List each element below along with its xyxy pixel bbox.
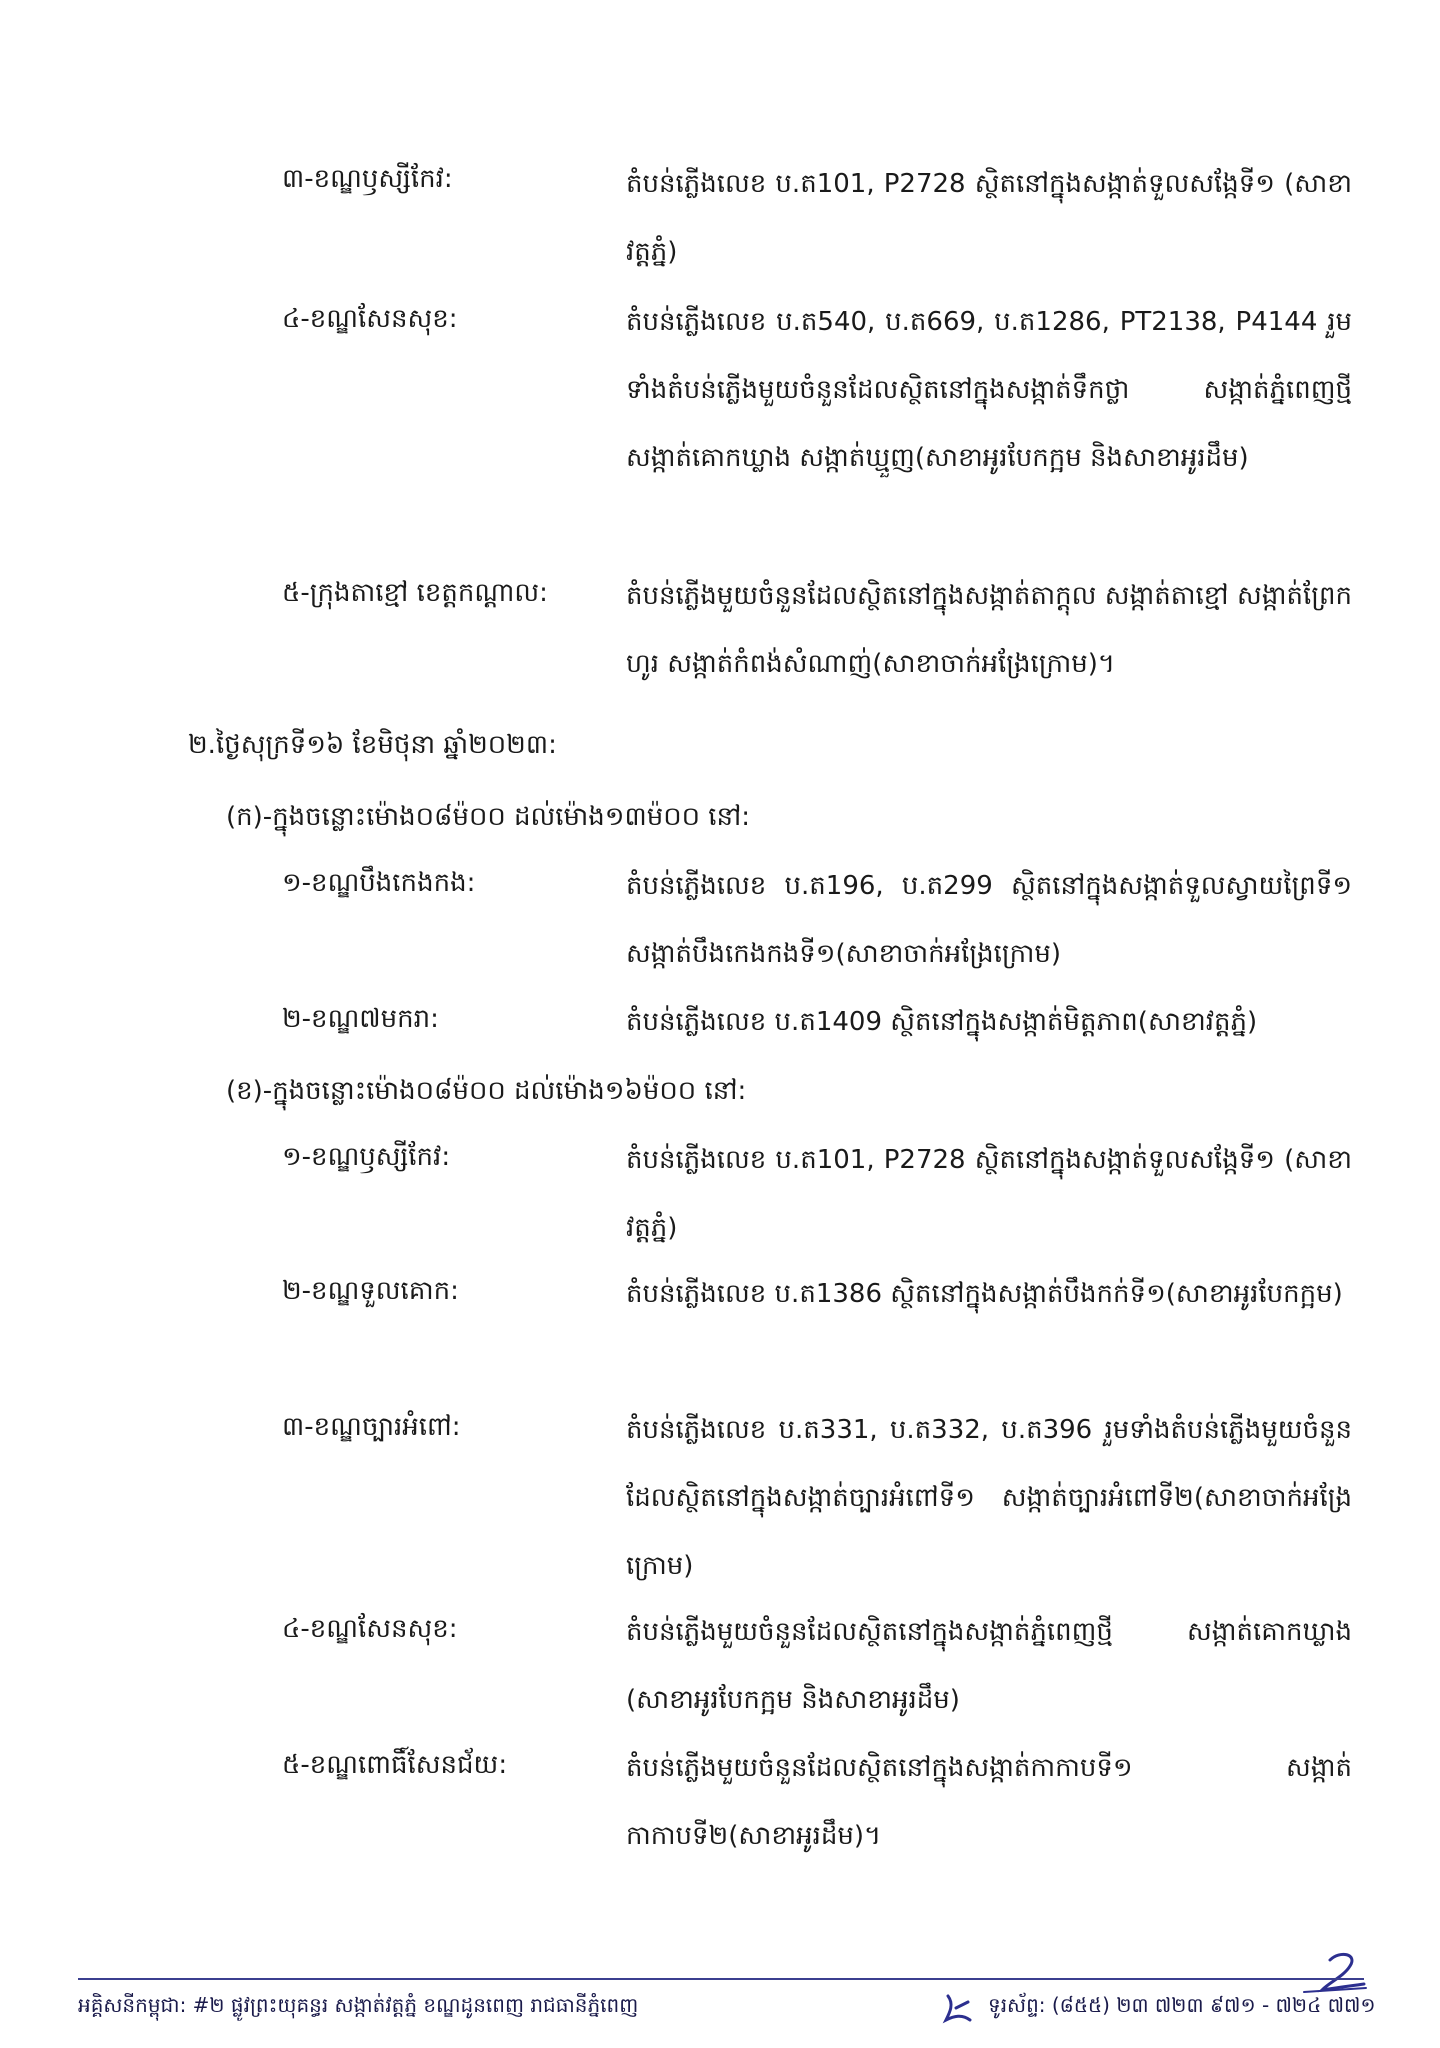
- signature-mark-icon: [940, 1990, 980, 2030]
- item-label: ៣-ខណ្ឌច្បារអំពៅ:: [282, 1412, 461, 1442]
- item-label: ៥-ខណ្ឌពោធិ៍សែនជ័យ:: [282, 1750, 508, 1780]
- footer-rule: [78, 1978, 1364, 1980]
- footer-address: អគ្គិសនីកម្ពុជា: #២ ផ្លូវព្រះយុគន្ធរ សង្កាត់វត្តភ្នំ ខណ្ឌដូនពេញ រាជធានីភ្នំពេញ: [78, 1993, 639, 2017]
- item-label: ២-ខណ្ឌ៧មករា:: [282, 1004, 439, 1034]
- item-text: តំបន់ភ្លើងលេខ ប.ត1409 ស្ថិតនៅក្នុងសង្កាត់មិត្តភាព(សាខាវត្តភ្នំ): [626, 1007, 1258, 1037]
- section-b-heading: (ខ)-ក្នុងចន្លោះម៉ោង០៨ម៉០០ ដល់ម៉ោង១៦ម៉០០ នៅ:: [226, 1076, 747, 1106]
- day-heading: ២.ថ្ងៃសុក្រទី១៦ ខែមិថុនា ឆ្នាំ២០២៣:: [188, 730, 557, 760]
- item-text: តំបន់ភ្លើងលេខ ប.ត331, ប.ត332, ប.ត396 រួមទាំងតំបន់ភ្លើងមួយចំនួនដែលស្ថិតនៅក្នុងសង្កាត់ច្បារអំពៅទី១ សង្កាត់ច្បារអំពៅទី២(សាខាចាក់អង្រែក្រោម): [626, 1415, 1352, 1581]
- item-label: ៣-ខណ្ឌឫស្សីកែវ:: [282, 164, 453, 194]
- item-text: តំបន់ភ្លើងមួយចំនួនដែលស្ថិតនៅក្នុងសង្កាត់កាកាបទី១ សង្កាត់កាកាបទី២(សាខាអូរដឹម)។: [626, 1753, 1352, 1851]
- footer-phone: ទូរស័ព្ទ: (៨៥៥) ២៣ ៧២៣ ៩៧១ - ៧២៤ ៧៧១: [988, 1993, 1376, 2017]
- item-text: តំបន់ភ្លើងលេខ ប.ត540, ប.ត669, ប.ត1286, PT2138, P4144 រួមទាំងតំបន់ភ្លើងមួយចំនួនដែលស្ថិតនៅក្នុងសង្កាត់ទឹកថ្លា សង្កាត់ភ្នំពេញថ្មី សង្កាត់គោកឃ្លាង សង្កាត់ឃ្មួញ(សាខាអូរបែកក្អម និងសាខាអូរដឹម): [626, 307, 1352, 473]
- item-label: ៥-ក្រុងតាខ្មៅ ខេត្តកណ្តាល:: [282, 578, 548, 608]
- item-text: តំបន់ភ្លើងមួយចំនួនដែលស្ថិតនៅក្នុងសង្កាត់តាក្តុល សង្កាត់តាខ្មៅ សង្កាត់ព្រែកហូរ សង្កាត់កំពង់សំណាញ់(សាខាចាក់អង្រែក្រោម)។: [626, 581, 1352, 679]
- item-text: តំបន់ភ្លើងលេខ ប.ត101, P2728 ស្ថិតនៅក្នុងសង្កាត់ទួលសង្កែទី១ (សាខាវត្តភ្នំ): [626, 1145, 1352, 1243]
- section-a-heading: (ក)-ក្នុងចន្លោះម៉ោង០៨ម៉០០ ដល់ម៉ោង១៣ម៉០០ នៅ:: [226, 802, 751, 832]
- item-label: ១-ខណ្ឌបឹងកេងកង:: [282, 868, 476, 898]
- item-label: ១-ខណ្ឌឫស្សីកែវ:: [282, 1142, 451, 1172]
- item-text: តំបន់ភ្លើងលេខ ប.ត196, ប.ត299 ស្ថិតនៅក្នុងសង្កាត់ទួលស្វាយព្រៃទី១ សង្កាត់បឹងកេងកងទី១(សាខាចាក់អង្រែក្រោម): [626, 871, 1352, 969]
- item-text: តំបន់ភ្លើងលេខ ប.ត101, P2728 ស្ថិតនៅក្នុងសង្កាត់ទួលសង្កែទី១ (សាខាវត្តភ្នំ): [626, 169, 1352, 267]
- item-label: ២-ខណ្ឌទួលគោក:: [282, 1276, 459, 1306]
- item-label: ៤-ខណ្ឌសែនសុខ:: [282, 1614, 458, 1644]
- item-text: តំបន់ភ្លើងមួយចំនួនដែលស្ថិតនៅក្នុងសង្កាត់ភ្នំពេញថ្មី សង្កាត់គោកឃ្លាង (សាខាអូរបែកក្អម និងសាខាអូរដឹម): [626, 1617, 1352, 1715]
- item-label: ៤-ខណ្ឌសែនសុខ:: [282, 304, 458, 334]
- item-text: តំបន់ភ្លើងលេខ ប.ត1386 ស្ថិតនៅក្នុងសង្កាត់បឹងកក់ទី១(សាខាអូរបែកក្អម): [626, 1279, 1343, 1309]
